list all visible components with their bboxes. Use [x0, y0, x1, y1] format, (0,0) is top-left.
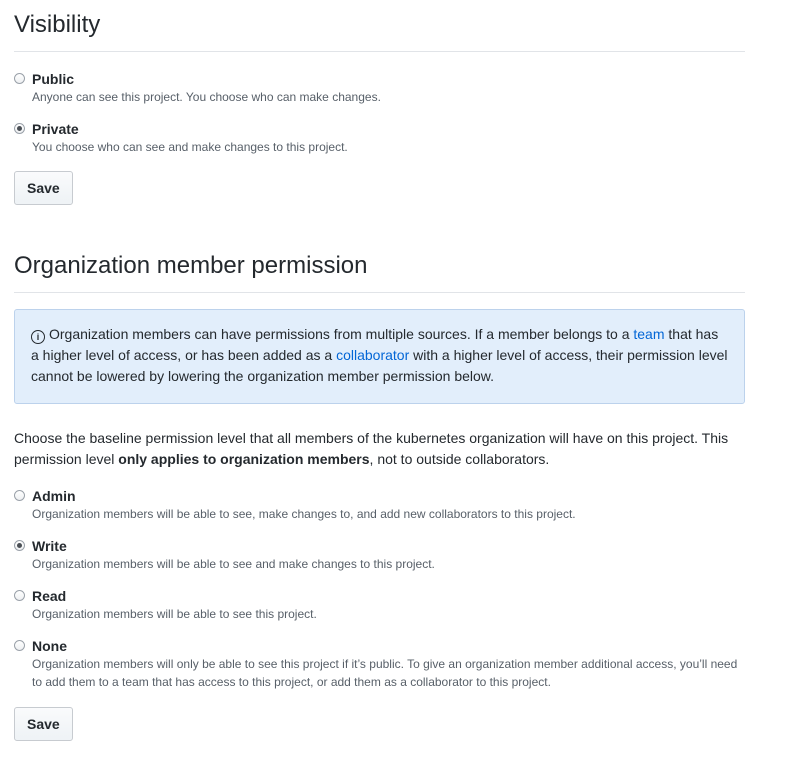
visibility-option-public[interactable] [14, 70, 745, 106]
save-visibility-button[interactable]: Save [14, 171, 73, 205]
write-radio[interactable] [14, 540, 25, 551]
visibility-options [14, 70, 745, 156]
write-label[interactable]: Write [32, 538, 67, 554]
public-radio[interactable] [14, 73, 25, 84]
description-text-2: , not to outside collaborators. [369, 451, 550, 467]
read-description: Organization members will be able to see this project. [32, 607, 317, 621]
none-radio[interactable] [14, 640, 25, 651]
public-description: Anyone can see this project. You choose who can make changes. [32, 90, 381, 104]
permission-option-none[interactable] [14, 637, 745, 691]
notice-text-1: Organization members can have permissions from multiple sources. If a member belongs to a [49, 326, 634, 342]
org-permission-title: Organization member permission [14, 251, 745, 293]
permission-option-admin[interactable] [14, 487, 745, 523]
permission-option-read[interactable] [14, 587, 745, 623]
private-label[interactable]: Private [32, 121, 79, 137]
team-link[interactable]: team [633, 326, 665, 342]
none-label[interactable]: None [32, 638, 67, 654]
info-icon: i [31, 330, 45, 344]
notice-text-3: with a higher level of access, their permission level cannot be lowered by lowering the organization member permission below. [31, 347, 728, 384]
none-description: Organization members will only be able to see this project if it’s public. To give an organization member additional access, you’ll need to add them to a team that has access to this project, or add them as a collaborator to this project. [32, 657, 738, 689]
admin-label[interactable]: Admin [32, 488, 76, 504]
write-description: Organization members will be able to see and make changes to this project. [32, 557, 435, 571]
read-label[interactable]: Read [32, 588, 67, 604]
collaborator-link[interactable]: collaborator [336, 347, 410, 363]
permission-notice [14, 309, 745, 404]
admin-radio[interactable] [14, 490, 25, 501]
visibility-option-private[interactable] [14, 120, 745, 156]
settings-panel [14, 0, 745, 741]
permission-options [14, 487, 745, 691]
permission-description [14, 428, 745, 470]
public-label[interactable]: Public [32, 71, 75, 87]
read-radio[interactable] [14, 590, 25, 601]
permission-option-write[interactable] [14, 537, 745, 573]
notice-text-2: that has a higher level of access, or has been added as a [31, 326, 719, 363]
description-text-1: Choose the baseline permission level that all members of the kubernetes organization will have on this project. This permission level [14, 430, 729, 467]
private-radio[interactable] [14, 123, 25, 134]
admin-description: Organization members will be able to see, make changes to, and add new collaborators to this project. [32, 507, 576, 521]
visibility-title: Visibility [14, 0, 745, 52]
description-bold: only applies to organization members [118, 451, 370, 467]
save-permission-button[interactable]: Save [14, 707, 73, 741]
private-description: You choose who can see and make changes to this project. [32, 140, 348, 154]
